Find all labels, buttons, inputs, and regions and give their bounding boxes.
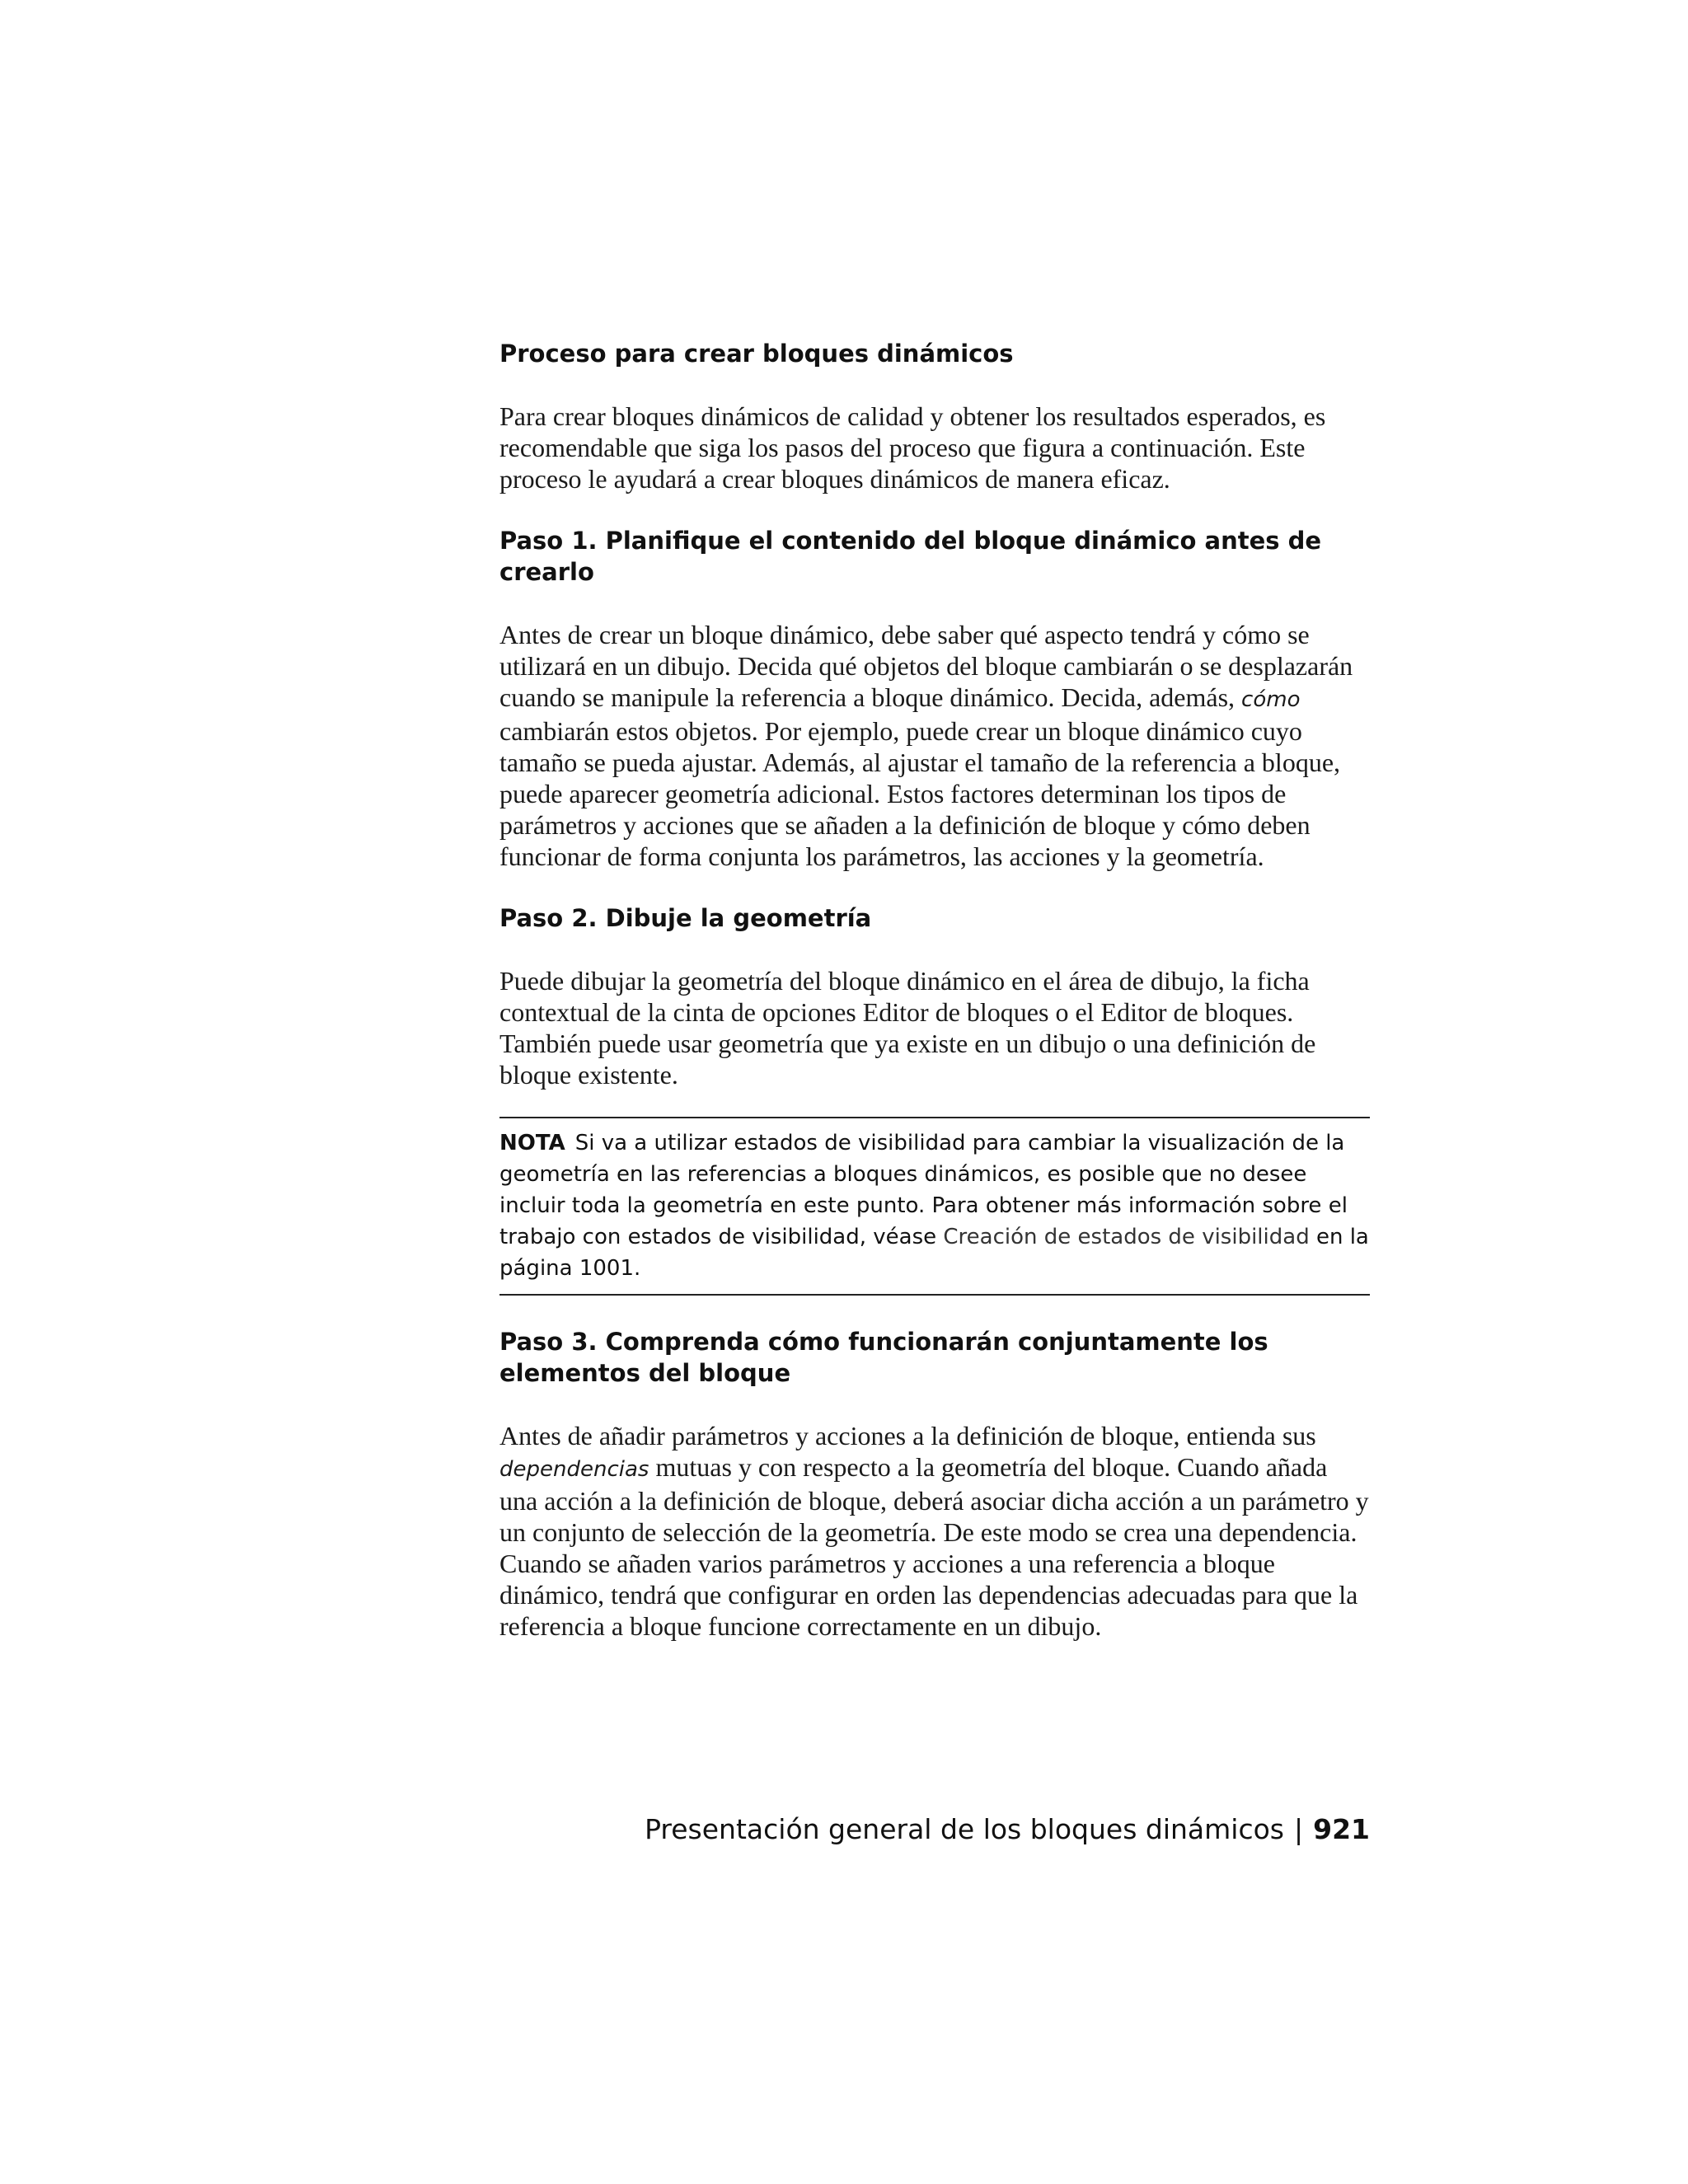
- note-box: [499, 1117, 1370, 1296]
- page-number: 921: [1313, 1813, 1370, 1845]
- step3-text-b: mutuas y con respecto a la geometría del bloque. Cuando añada una acción a la definición de bloque, deberá asociar dicha acción a un parámetro y un conjunto de selección de la geometría. De este modo se crea una dependencia. Cuando se añaden varios parámetros y acciones a una referencia a bloque dinámico, tendrá que configurar en orden las dependencias adecuadas para que la referencia a bloque funcione correctamente en un dibujo.: [499, 1452, 1369, 1641]
- step2-body: Puede dibujar la geometría del bloque dinámico en el área de dibujo, la ficha contextual de la cinta de opciones Editor de bloques o el Editor de bloques. También puede usar geometría que ya existe en un dibujo o una definición de bloque existente.: [499, 966, 1316, 1090]
- step1-emphasis: cómo: [1241, 687, 1301, 712]
- step1-text-b: cambiarán estos objetos. Por ejemplo, puede crear un bloque dinámico cuyo tamaño se pueda ajustar. Además, al ajustar el tamaño de la referencia a bloque, puede aparecer geometría adicional. Estos factores determinan los tipos de parámetros y acciones que se añaden a la definición de bloque y cómo deben funcionar de forma conjunta los parámetros, las acciones y la geometría.: [499, 716, 1341, 871]
- step3-text-a: Antes de añadir parámetros y acciones a la definición de bloque, entienda sus: [499, 1421, 1316, 1451]
- footer-title: Presentación general de los bloques dinámicos: [645, 1813, 1284, 1845]
- step3-emphasis: dependencias: [499, 1457, 649, 1482]
- step3-title: Paso 3. Comprenda cómo funcionarán conjuntamente los elementos del bloque: [499, 1328, 1268, 1387]
- step1-text-a: Antes de crear un bloque dinámico, debe saber qué aspecto tendrá y cómo se utilizará en un dibujo. Decida qué objetos del bloque cambiarán o se desplazarán cuando se manipule la referencia a bloque dinámico. Decida, además,: [499, 620, 1353, 712]
- footer-separator: |: [1293, 1813, 1304, 1845]
- step2-title: Paso 2. Dibuje la geometría: [499, 904, 872, 932]
- section-title: Proceso para crear bloques dinámicos: [499, 340, 1014, 368]
- page-content: [499, 330, 1370, 1642]
- note-link[interactable]: Creación de estados de visibilidad: [943, 1225, 1310, 1249]
- step1-body: [499, 619, 1370, 872]
- note-page-ref: en la página 1001.: [499, 1225, 1369, 1281]
- step1-title: Paso 1. Planifique el contenido del bloque dinámico antes de crearlo: [499, 527, 1322, 586]
- page-footer: [499, 1813, 1370, 1846]
- section-intro: Para crear bloques dinámicos de calidad y obtener los resultados esperados, es recomendable que siga los pasos del proceso que figura a continuación. Este proceso le ayudará a crear bloques dinámicos de manera eficaz.: [499, 401, 1326, 494]
- step3-body: [499, 1420, 1370, 1642]
- note-text: Si va a utilizar estados de visibilidad para cambiar la visualización de la geometría en las referencias a bloques dinámicos, es posible que no desee incluir toda la geometría en este punto. Para obtener más información sobre el trabajo con estados de visibilidad, véase: [499, 1131, 1348, 1249]
- note-label: NOTA: [499, 1131, 565, 1155]
